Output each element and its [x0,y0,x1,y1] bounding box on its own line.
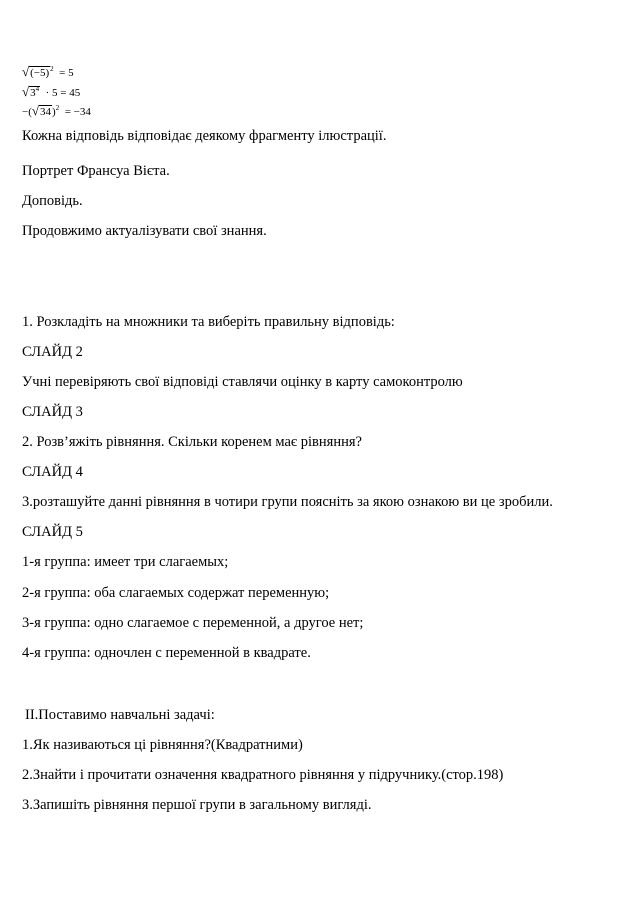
formula-result: = −34 [64,106,91,118]
text-line: 2.Знайти і прочитати означення квадратного рівняння у підручнику.(стор.198) [22,767,504,783]
root-sign-icon: √ [31,103,40,118]
text-line: 3.Запишіть рівняння першої групи в загальному вигляді. [22,797,372,813]
formula-prefix: −( [22,106,32,118]
text-line: Учні перевіряють свої відповіді ставлячи оцінку в карту самоконтролю [22,374,463,390]
formula-exponent: 2 [50,65,54,73]
text-line: Кожна відповідь відповідає деякому фрагменту ілюстрації. [22,128,387,144]
text-line: Доповідь. [22,193,83,209]
section-heading: II.Поставимо навчальні задачі: [25,707,215,723]
slide-label: СЛАЙД 5 [22,524,83,540]
text-line: Продовжимо актуалізувати свої знання. [22,223,267,239]
slide-label: СЛАЙД 2 [22,344,83,360]
slide-label: СЛАЙД 4 [22,464,83,480]
formula-neg-sqrt34-squared [22,101,91,119]
formula-sqrt-neg5-squared [22,62,74,80]
text-line: 1.Як називаються ці рівняння?(Квадратними) [22,737,303,753]
formula-radicand [29,86,40,99]
formula-suffix: ) [52,106,56,118]
slide-label: СЛАЙД 3 [22,404,83,420]
text-line: 2. Розв’яжіть рівняння. Скільки коренем має рівняння? [22,434,362,450]
formula-radicand: (−5) [30,67,50,79]
radicand-base: 3 [30,87,36,99]
text-line: 3.розташуйте данні рівняння в чотири групи поясніть за якою ознакою ви це зробили. [22,494,553,510]
formula-tail: · 5 = 45 [45,87,81,99]
formula-sqrt-3-pow4-times-5 [22,82,80,100]
group-item: 2-я группа: оба слагаемых содержат переменную; [22,585,330,601]
group-item: 4-я группа: одночлен с переменной в квадрате. [22,645,311,661]
text-line: Портрет Франсуа Вієта. [22,163,170,179]
radical [32,104,52,119]
text-line: 1. Розкладіть на множники та виберіть правильну відповідь: [22,314,395,330]
group-item: 3-я группа: одно слагаемое с переменной, а другое нет; [22,615,364,631]
radical [22,65,50,80]
formula-result: = 5 [59,67,74,79]
radicand-exponent: 4 [35,85,40,93]
formula-radicand: 34 [40,106,52,118]
root-sign-icon: √ [22,64,30,79]
root-sign-icon: √ [22,84,30,99]
formula-exponent: 2 [55,104,60,112]
group-item: 1-я группа: имеет три слагаемых; [22,554,229,570]
radical [22,82,40,100]
